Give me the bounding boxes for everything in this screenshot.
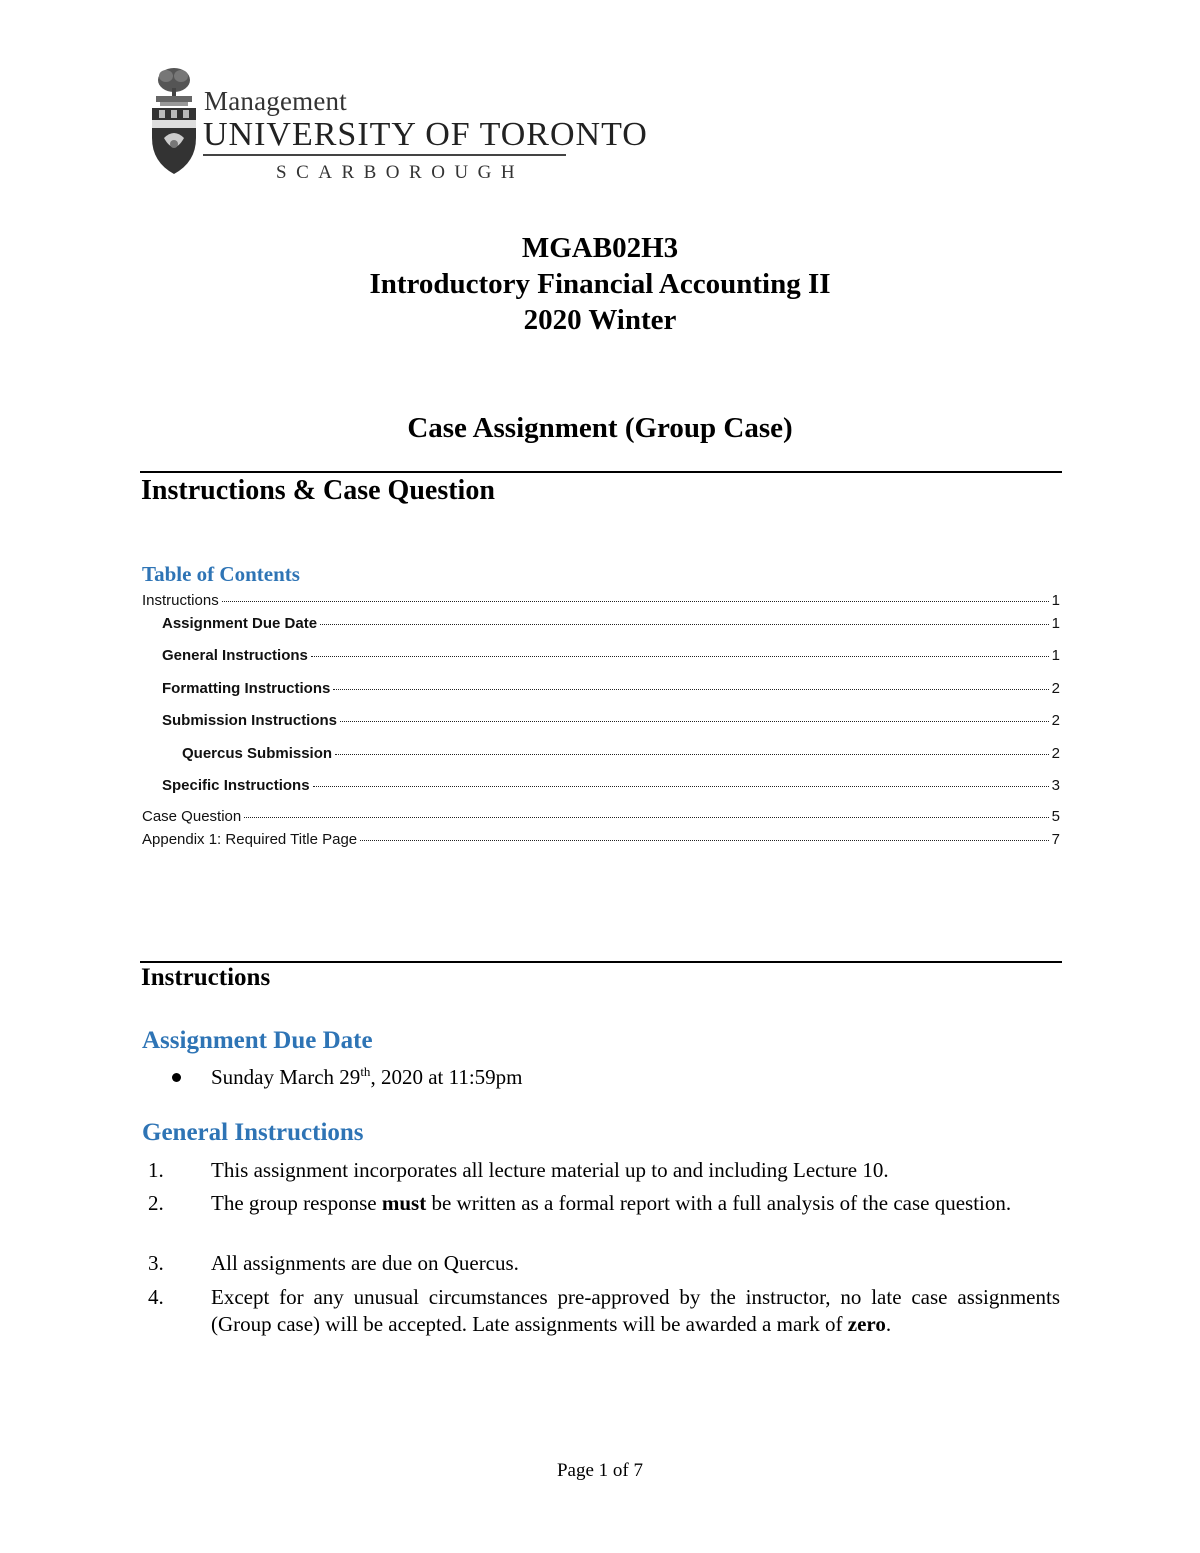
toc-leader bbox=[313, 786, 1049, 787]
list-number: 3. bbox=[148, 1251, 164, 1275]
department-name: Management bbox=[204, 86, 347, 116]
main-section-heading: Instructions & Case Question bbox=[141, 475, 495, 506]
toc-heading: Table of Contents bbox=[142, 562, 300, 586]
toc-entry-label: Submission Instructions bbox=[162, 712, 338, 729]
toc-entry-page: 5 bbox=[1051, 808, 1060, 825]
toc-entry-page: 3 bbox=[1051, 777, 1060, 794]
section-divider bbox=[140, 961, 1062, 963]
list-text: All assignments are due on Quercus. bbox=[211, 1251, 519, 1275]
toc-entry[interactable] bbox=[162, 647, 1060, 667]
toc-leader bbox=[320, 624, 1049, 625]
toc-entry-page: 2 bbox=[1051, 745, 1060, 762]
toc-entry-label: Quercus Submission bbox=[182, 745, 333, 762]
toc-entry[interactable] bbox=[162, 615, 1060, 635]
page-footer: Page 1 of 7 bbox=[556, 1460, 643, 1481]
toc-entry-label: Formatting Instructions bbox=[162, 680, 331, 697]
toc-entry-label: General Instructions bbox=[162, 647, 308, 664]
toc-entry[interactable] bbox=[142, 592, 1060, 612]
list-emphasis: must bbox=[381, 1191, 427, 1215]
toc-entry[interactable] bbox=[142, 831, 1060, 851]
list-text: be written as a formal report with a full analysis of the case question. bbox=[426, 1191, 1012, 1215]
toc-entry[interactable] bbox=[182, 745, 1060, 765]
toc-entry-label: Case Question bbox=[142, 808, 242, 825]
list-emphasis: zero bbox=[847, 1312, 886, 1336]
university-crest-icon bbox=[148, 66, 200, 180]
university-name: UNIVERSITY OF TORONTO bbox=[203, 116, 648, 153]
bullet-icon bbox=[172, 1073, 181, 1082]
toc-leader bbox=[335, 754, 1049, 755]
toc-leader bbox=[244, 817, 1048, 818]
toc-leader bbox=[333, 689, 1048, 690]
toc-entry-page: 1 bbox=[1051, 615, 1060, 632]
toc-entry-page: 2 bbox=[1051, 712, 1060, 729]
toc-entry[interactable] bbox=[162, 680, 1060, 700]
list-text: Except for any unusual circumstances pre-approved by the instructor, no late case assignments (Group case) will be accepted. Late assignments will be awarded a mark of bbox=[211, 1285, 1060, 1336]
toc-leader bbox=[311, 656, 1049, 657]
due-date-suffix: th bbox=[360, 1064, 371, 1079]
toc-entry[interactable] bbox=[162, 777, 1060, 797]
university-logo bbox=[148, 66, 648, 183]
toc-leader bbox=[340, 721, 1049, 722]
list-text: The group response bbox=[211, 1191, 382, 1215]
list-number: 2. bbox=[148, 1191, 164, 1215]
course-code: MGAB02H3 bbox=[521, 232, 679, 264]
campus-name: SCARBOROUGH bbox=[276, 162, 525, 183]
toc-leader bbox=[222, 601, 1049, 602]
toc-entry-page: 2 bbox=[1051, 680, 1060, 697]
list-text: This assignment incorporates all lecture material up to and including Lecture 10. bbox=[211, 1158, 889, 1182]
course-name: Introductory Financial Accounting II bbox=[369, 268, 831, 300]
list-number: 1. bbox=[148, 1158, 164, 1182]
due-date-text: Sunday March 29 bbox=[211, 1065, 361, 1089]
instructions-heading: Instructions bbox=[141, 964, 271, 991]
toc-entry[interactable] bbox=[142, 808, 1060, 828]
section-divider bbox=[140, 471, 1062, 473]
toc-entry[interactable] bbox=[162, 712, 1060, 732]
course-term: 2020 Winter bbox=[523, 304, 677, 336]
toc-entry-label: Instructions bbox=[142, 592, 219, 609]
toc-entry-label: Assignment Due Date bbox=[162, 615, 318, 632]
toc-entry-label: Specific Instructions bbox=[162, 777, 310, 794]
toc-leader bbox=[360, 840, 1049, 841]
list-text: . bbox=[885, 1312, 892, 1336]
list-number: 4. bbox=[148, 1285, 164, 1309]
toc-entry-page: 1 bbox=[1051, 647, 1060, 664]
logo-divider bbox=[203, 154, 566, 156]
toc-entry-label: Appendix 1: Required Title Page bbox=[142, 831, 358, 848]
due-date-time: , 2020 at 11:59pm bbox=[370, 1065, 523, 1089]
toc-entry-page: 7 bbox=[1051, 831, 1060, 848]
assignment-title: Case Assignment (Group Case) bbox=[407, 412, 793, 444]
general-instructions-heading: General Instructions bbox=[142, 1119, 364, 1146]
due-date-heading: Assignment Due Date bbox=[142, 1027, 373, 1054]
toc-entry-page: 1 bbox=[1051, 592, 1060, 609]
